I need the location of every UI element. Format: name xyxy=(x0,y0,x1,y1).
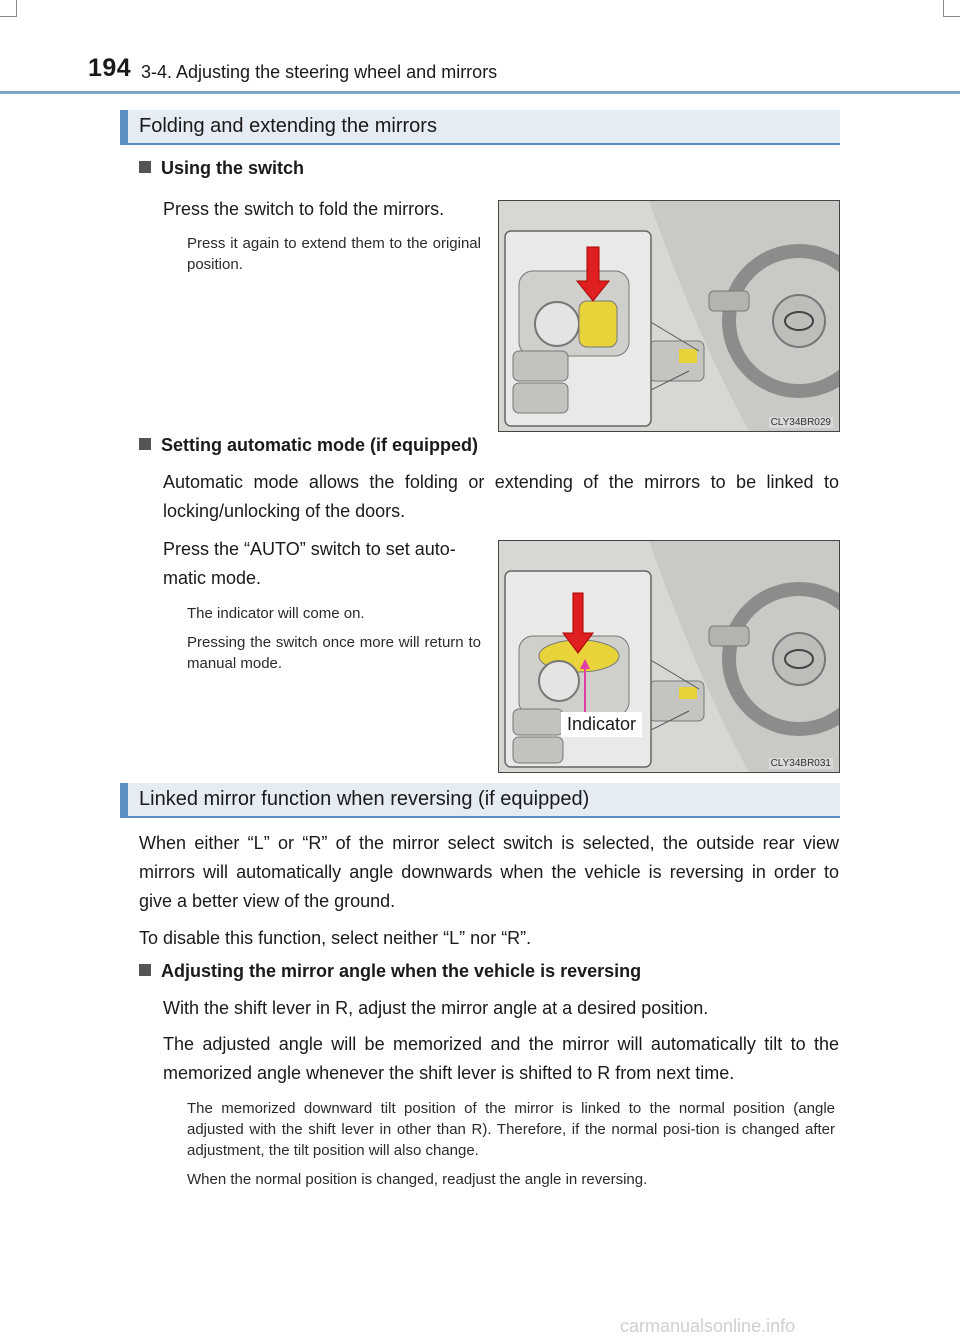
square-bullet-icon xyxy=(139,161,151,173)
note-text: The memorized downward tilt position of the mirror is linked to the normal position (angle adjusted with the shift lever in other than R). Therefore, if the normal posi-tion is changed after adjustment, the tilt position will also change. xyxy=(187,1100,835,1159)
section-title: Linked mirror function when reversing (if equipped) xyxy=(139,788,590,810)
note-text: When the normal position is changed, readjust the angle in reversing. xyxy=(187,1171,648,1188)
figure-code: CLY34BR029 xyxy=(770,417,831,428)
watermark: carmanualsonline.info xyxy=(620,1316,796,1336)
square-bullet-icon xyxy=(139,438,151,450)
body-text: To disable this function, select neither “L” nor “R”. xyxy=(139,928,532,948)
mirror-switch-illustration xyxy=(499,201,839,431)
square-bullet-icon xyxy=(139,964,151,976)
body-text: The adjusted angle will be memorized and the mirror will automatically tilt to the memorized angle whenever the shift lever is shifted to R from next time. xyxy=(163,1034,839,1083)
figure-auto-switch xyxy=(498,540,840,773)
header-rule xyxy=(0,91,960,94)
indicator-label: Indicator xyxy=(561,712,642,737)
section-heading-linked-mirror xyxy=(120,783,840,818)
body-text: Press the “AUTO” switch to set auto-matic mode. xyxy=(163,539,456,588)
page-number: 194 xyxy=(88,54,132,82)
figure-code: CLY34BR031 xyxy=(770,758,831,769)
note-text: Press it again to extend them to the original position. xyxy=(187,235,481,273)
figure-mirror-fold-switch xyxy=(498,200,840,432)
section-title: Folding and extending the mirrors xyxy=(139,115,437,137)
running-head: 3-4. Adjusting the steering wheel and mirrors xyxy=(141,62,498,82)
body-text: Automatic mode allows the folding or extending of the mirrors to be linked to locking/unlocking of the doors. xyxy=(163,472,839,521)
body-text: With the shift lever in R, adjust the mirror angle at a desired position. xyxy=(163,998,709,1018)
note-text: The indicator will come on. xyxy=(187,605,365,622)
auto-switch-illustration xyxy=(499,541,839,772)
section-heading-folding xyxy=(120,110,840,145)
crop-mark-top-left xyxy=(0,0,17,17)
body-text: When either “L” or “R” of the mirror select switch is selected, the outside rear view mirrors will automatically angle downwards when the vehicle is reversing in order to give a better view of the ground. xyxy=(139,833,839,911)
note-text: Pressing the switch once more will return to manual mode. xyxy=(187,634,481,672)
crop-mark-top-right xyxy=(943,0,960,17)
subheading-automatic-mode: Setting automatic mode (if equipped) xyxy=(139,435,478,456)
body-text: Press the switch to fold the mirrors. xyxy=(163,199,445,219)
subheading-reversing-angle: Adjusting the mirror angle when the vehicle is reversing xyxy=(139,961,641,982)
subheading-using-switch: Using the switch xyxy=(139,158,304,179)
